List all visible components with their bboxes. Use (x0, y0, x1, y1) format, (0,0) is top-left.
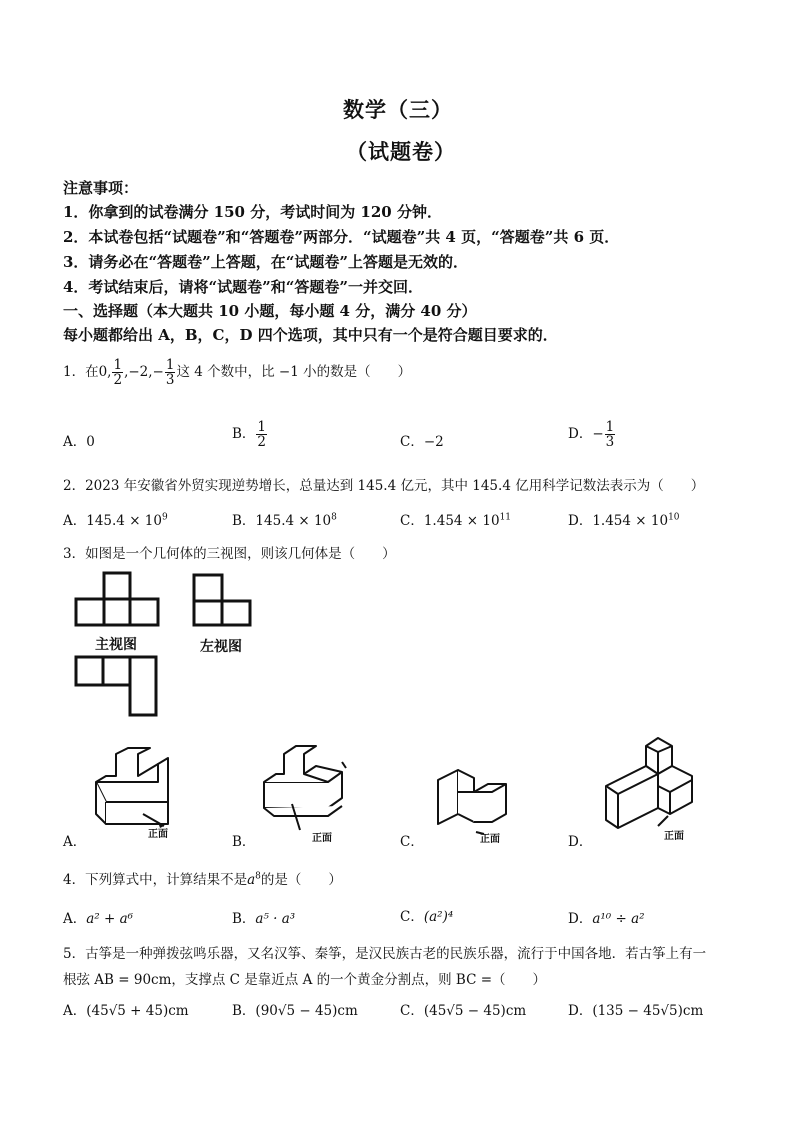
q4-option-d-label: D． (568, 911, 593, 927)
section-heading: 一、选择题（本大题共 10 小题，每小题 4 分，满分 40 分） (63, 302, 477, 320)
q2-option-b[interactable] (232, 509, 337, 529)
q4-text-a: 4．下列算式中，计算结果不是 (63, 872, 248, 888)
notes-heading: 注意事项： (63, 179, 139, 197)
q1-option-b-den: 2 (257, 434, 267, 451)
q4-var: a (247, 872, 256, 888)
q2-option-c-exp: 11 (499, 512, 512, 523)
left-view-inner (194, 601, 222, 625)
note-item-2: 2．本试卷包括“试题卷”和“答题卷”两部分．“试题卷”共 4 页，“答题卷”共 6 页． (63, 228, 620, 246)
q3-option-b[interactable]: B． (232, 834, 256, 850)
solid-option-b (258, 742, 378, 842)
q5-option-a[interactable] (63, 999, 189, 1019)
note-item-4: 4．考试结束后，请将“试题卷”和“答题卷”一并交回． (63, 278, 423, 296)
q1-option-b[interactable] (232, 420, 268, 449)
q5-option-d[interactable] (568, 999, 703, 1019)
q1-option-b-fraction (256, 420, 267, 449)
q5-option-b-label: B． (232, 1003, 256, 1019)
q1-option-d-label: D． (568, 426, 593, 443)
option-d-front-label: 正面 (664, 831, 684, 842)
q5-option-c[interactable] (400, 999, 526, 1019)
q2-option-a[interactable] (63, 509, 168, 529)
q1-option-d-fraction (605, 420, 616, 449)
q4-option-d-text: a¹⁰ ÷ a² (592, 911, 645, 927)
question-5-line-2: 根弦 AB = 90cm，支撑点 C 是靠近点 A 的一个黄金分割点，则 BC =（ ） (63, 972, 547, 988)
option-c-front-label: 正面 (480, 834, 500, 845)
q2-option-b-base: 145.4 × 10 (255, 513, 332, 529)
option-a-front-label: 正面 (148, 829, 168, 840)
q2-option-b-label: B． (232, 513, 256, 529)
q5-option-b[interactable] (232, 999, 358, 1019)
q1-option-c-label: C． (400, 434, 424, 450)
q1-option-d-sign: − (592, 426, 604, 443)
q2-option-a-exp: 9 (161, 512, 168, 523)
question-1 (63, 358, 411, 387)
q4-option-a[interactable] (63, 907, 133, 927)
q4-option-b-label: B． (232, 911, 256, 927)
top-view-outline (76, 657, 156, 715)
option-b-front-label: 正面 (312, 833, 332, 844)
q5-option-b-text: (90√5 − 45)cm (255, 1003, 358, 1019)
q4-option-b-text: a⁵ · a³ (255, 911, 296, 927)
solid-option-c (432, 762, 552, 862)
q1-suffix: 这 4 个数中，比 −1 小的数是（ ） (176, 364, 412, 381)
q2-option-b-exp: 8 (331, 512, 337, 523)
q5-option-a-text: (45√5 + 45)cm (86, 1003, 189, 1019)
q4-option-c[interactable] (400, 905, 453, 925)
q4-option-b[interactable] (232, 907, 295, 927)
q4-text-b: 的是（ ） (260, 872, 342, 888)
q2-option-a-label: A． (63, 513, 87, 529)
q4-option-d[interactable] (568, 907, 645, 927)
q1-option-a-text: 0 (86, 434, 95, 450)
q4-option-a-label: A． (63, 911, 87, 927)
q5-option-d-text: (135 − 45√5)cm (592, 1003, 704, 1019)
q1-third-num: 1 (165, 357, 175, 373)
q3-option-d[interactable]: D． (568, 834, 593, 850)
q1-option-b-num: 1 (257, 419, 267, 435)
q1-half-den: 2 (113, 372, 123, 389)
top-view-inner (103, 657, 130, 685)
q2-option-d-exp: 10 (668, 512, 680, 523)
q1-third-fraction (165, 358, 176, 387)
q1-option-a-label: A． (63, 434, 87, 450)
q5-option-c-label: C． (400, 1003, 424, 1019)
question-5-line-1: 5．古筝是一种弹拨弦鸣乐器，又名汉筝、秦筝，是汉民族古老的民族乐器，流行于中国各地．若古筝上有一 (63, 946, 707, 962)
q1-option-c[interactable] (400, 430, 444, 450)
q2-option-c-label: C． (400, 513, 424, 529)
q2-option-d-label: D． (568, 513, 593, 529)
q1-half-fraction (112, 358, 123, 387)
q5-option-c-text: (45√5 − 45)cm (423, 1003, 527, 1019)
question-2: 2．2023 年安徽省外贸实现逆势增长，总量达到 145.4 亿元，其中 145.4 亿用科学记数法表示为（ ） (63, 478, 705, 494)
question-4 (63, 868, 342, 888)
q4-option-c-label: C． (400, 909, 424, 925)
section-instruction: 每小题都给出 A，B，C，D 四个选项，其中只有一个是符合题目要求的． (63, 326, 558, 344)
q4-exp: 8 (255, 871, 261, 882)
note-item-3: 3．请务必在“答题卷”上答题，在“试题卷”上答题是无效的． (63, 253, 468, 271)
note-item-1: 1．你拿到的试卷满分 150 分，考试时间为 120 分钟． (63, 203, 442, 221)
q5-option-a-label: A． (63, 1003, 87, 1019)
q2-option-a-base: 145.4 × 10 (86, 513, 162, 529)
q1-option-a[interactable] (63, 430, 95, 450)
solid-option-d (600, 736, 720, 846)
q1-option-d-den: 3 (605, 434, 615, 451)
q1-numbers-b: ,−2,− (124, 364, 164, 381)
front-view-inner (104, 599, 130, 625)
q1-half-num: 1 (113, 357, 123, 373)
q2-option-c-base: 1.454 × 10 (423, 513, 500, 529)
q1-option-d-num: 1 (605, 419, 615, 435)
question-3: 3．如图是一个几何体的三视图，则该几何体是（ ） (63, 546, 396, 562)
q2-option-d[interactable] (568, 509, 680, 529)
q1-option-b-label: B． (232, 426, 256, 443)
front-view-label: 主视图 (95, 637, 137, 653)
q4-option-a-text: a² + a⁶ (86, 911, 134, 927)
page-subtitle: （试题卷） (346, 139, 456, 164)
q1-numbers-a: 0, (98, 364, 112, 381)
q2-option-d-base: 1.454 × 10 (592, 513, 669, 529)
page-title: 数学（三） (343, 97, 453, 122)
q2-option-c[interactable] (400, 509, 511, 529)
q5-option-d-label: D． (568, 1003, 593, 1019)
q3-option-a[interactable]: A． (63, 834, 87, 850)
q1-third-den: 3 (165, 372, 175, 389)
q4-option-c-text: (a²)⁴ (423, 909, 454, 925)
q1-prefix: 1．在 (63, 364, 99, 381)
q3-option-c[interactable]: C． (400, 834, 424, 850)
q1-option-c-text: −2 (423, 434, 444, 450)
left-view-label: 左视图 (200, 639, 242, 655)
q1-option-d[interactable] (568, 420, 616, 449)
